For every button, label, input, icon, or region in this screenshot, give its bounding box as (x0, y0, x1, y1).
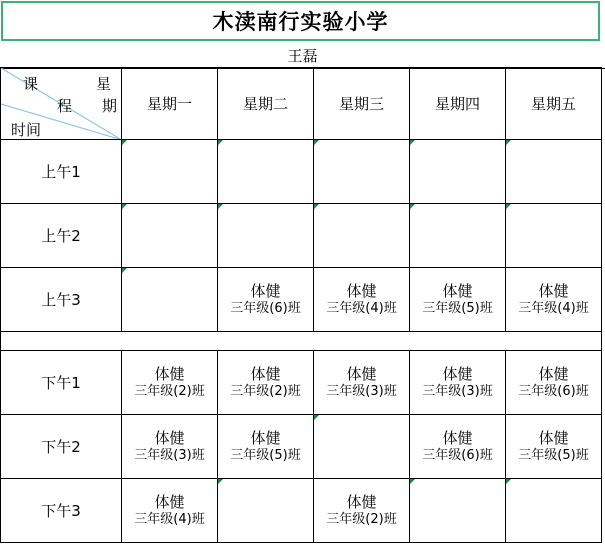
schedule-row (1, 204, 602, 268)
lesson-class: 三年级(3)班 (326, 383, 397, 399)
period-label-cell[interactable]: 上午1 (1, 140, 122, 204)
day-header-tuesday[interactable]: 星期二 (218, 68, 314, 140)
corner-label-ke: 课 (23, 75, 39, 93)
lesson-class: 三年级(2)班 (134, 383, 205, 399)
schedule-cell-wednesday[interactable] (314, 479, 410, 543)
lesson-subject: 体健 (538, 365, 569, 383)
lesson-subject: 体健 (346, 365, 377, 383)
lesson-subject: 体健 (250, 365, 281, 383)
schedule-table (0, 67, 602, 543)
lesson-subject: 体健 (154, 365, 185, 383)
lesson-block (218, 365, 313, 400)
header-row (1, 68, 602, 140)
lesson-class: 三年级(6)班 (518, 383, 589, 399)
schedule-cell-thursday[interactable] (410, 268, 506, 332)
lesson-subject: 体健 (250, 429, 281, 447)
lesson-class: 三年级(2)班 (326, 511, 397, 527)
lesson-class: 三年级(5)班 (230, 447, 301, 463)
lesson-block (410, 365, 505, 400)
lesson-subject: 体健 (442, 429, 473, 447)
lesson-class: 三年级(5)班 (422, 300, 493, 316)
lesson-subject: 体健 (538, 429, 569, 447)
lesson-block (122, 429, 217, 464)
lesson-subject: 体健 (154, 429, 185, 447)
schedule-cell-thursday[interactable] (410, 479, 506, 543)
schedule-cell-wednesday[interactable] (314, 351, 410, 415)
schedule-cell-thursday[interactable] (410, 415, 506, 479)
schedule-cell-tuesday[interactable] (218, 268, 314, 332)
schedule-row (1, 415, 602, 479)
day-header-monday[interactable]: 星期一 (122, 68, 218, 140)
day-header-friday[interactable]: 星期五 (506, 68, 602, 140)
period-label-cell[interactable]: 上午3 (1, 268, 122, 332)
schedule-row (1, 268, 602, 332)
schedule-cell-tuesday[interactable] (218, 204, 314, 268)
schedule-cell-wednesday[interactable] (314, 204, 410, 268)
lesson-block (122, 365, 217, 400)
period-label-cell[interactable]: 下午1 (1, 351, 122, 415)
schedule-cell-friday[interactable] (506, 140, 602, 204)
schedule-cell-monday[interactable] (122, 479, 218, 543)
lesson-class: 三年级(4)班 (518, 300, 589, 316)
schedule-cell-wednesday[interactable] (314, 268, 410, 332)
lesson-subject: 体健 (346, 493, 377, 511)
corner-label-cheng: 程 (57, 97, 73, 115)
lesson-block (122, 493, 217, 528)
midday-gap-row (1, 332, 602, 351)
lesson-subject: 体健 (154, 493, 185, 511)
schedule-cell-tuesday[interactable] (218, 351, 314, 415)
schedule-cell-thursday[interactable] (410, 351, 506, 415)
corner-label-qi: 期 (102, 97, 118, 115)
lesson-subject: 体健 (442, 365, 473, 383)
corner-label-xing: 星 (96, 75, 112, 93)
lesson-subject: 体健 (442, 282, 473, 300)
lesson-block (506, 429, 601, 464)
schedule-cell-wednesday[interactable] (314, 140, 410, 204)
schedule-cell-friday[interactable] (506, 268, 602, 332)
schedule-cell-wednesday[interactable] (314, 415, 410, 479)
lesson-block (506, 365, 601, 400)
schedule-row (1, 140, 602, 204)
schedule-cell-thursday[interactable] (410, 140, 506, 204)
schedule-cell-monday[interactable] (122, 415, 218, 479)
schedule-cell-friday[interactable] (506, 204, 602, 268)
period-label-cell[interactable]: 上午2 (1, 204, 122, 268)
lesson-block (314, 493, 409, 528)
schedule-row (1, 351, 602, 415)
day-header-thursday[interactable]: 星期四 (410, 68, 506, 140)
lesson-block (218, 429, 313, 464)
lesson-class: 三年级(3)班 (422, 383, 493, 399)
lesson-class: 三年级(3)班 (134, 447, 205, 463)
schedule-cell-monday[interactable] (122, 140, 218, 204)
corner-label-shijian: 时间 (11, 121, 42, 139)
lesson-subject: 体健 (250, 282, 281, 300)
schedule-cell-monday[interactable] (122, 351, 218, 415)
schedule-cell-tuesday[interactable] (218, 140, 314, 204)
lesson-class: 三年级(6)班 (230, 300, 301, 316)
lesson-block (314, 282, 409, 317)
schedule-cell-tuesday[interactable] (218, 479, 314, 543)
teacher-name[interactable]: 王磊 (0, 42, 605, 69)
schedule-row (1, 479, 602, 543)
lesson-block (506, 282, 601, 317)
lesson-subject: 体健 (538, 282, 569, 300)
lesson-block (410, 282, 505, 317)
schedule-cell-friday[interactable] (506, 351, 602, 415)
day-header-wednesday[interactable]: 星期三 (314, 68, 410, 140)
lesson-class: 三年级(4)班 (134, 511, 205, 527)
lesson-block (218, 282, 313, 317)
period-label-cell[interactable]: 下午2 (1, 415, 122, 479)
schedule-cell-thursday[interactable] (410, 204, 506, 268)
lesson-subject: 体健 (346, 282, 377, 300)
schedule-cell-tuesday[interactable] (218, 415, 314, 479)
corner-header-cell[interactable] (1, 68, 122, 140)
schedule-cell-friday[interactable] (506, 479, 602, 543)
lesson-class: 三年级(6)班 (422, 447, 493, 463)
school-title[interactable]: 木渎南行实验小学 (1, 1, 600, 41)
lesson-class: 三年级(2)班 (230, 383, 301, 399)
schedule-cell-monday[interactable] (122, 268, 218, 332)
schedule-cell-monday[interactable] (122, 204, 218, 268)
period-label-cell[interactable]: 下午3 (1, 479, 122, 543)
schedule-cell-friday[interactable] (506, 415, 602, 479)
midday-gap-cell[interactable] (1, 332, 602, 351)
lesson-block (410, 429, 505, 464)
lesson-class: 三年级(4)班 (326, 300, 397, 316)
lesson-class: 三年级(5)班 (518, 447, 589, 463)
lesson-block (314, 365, 409, 400)
